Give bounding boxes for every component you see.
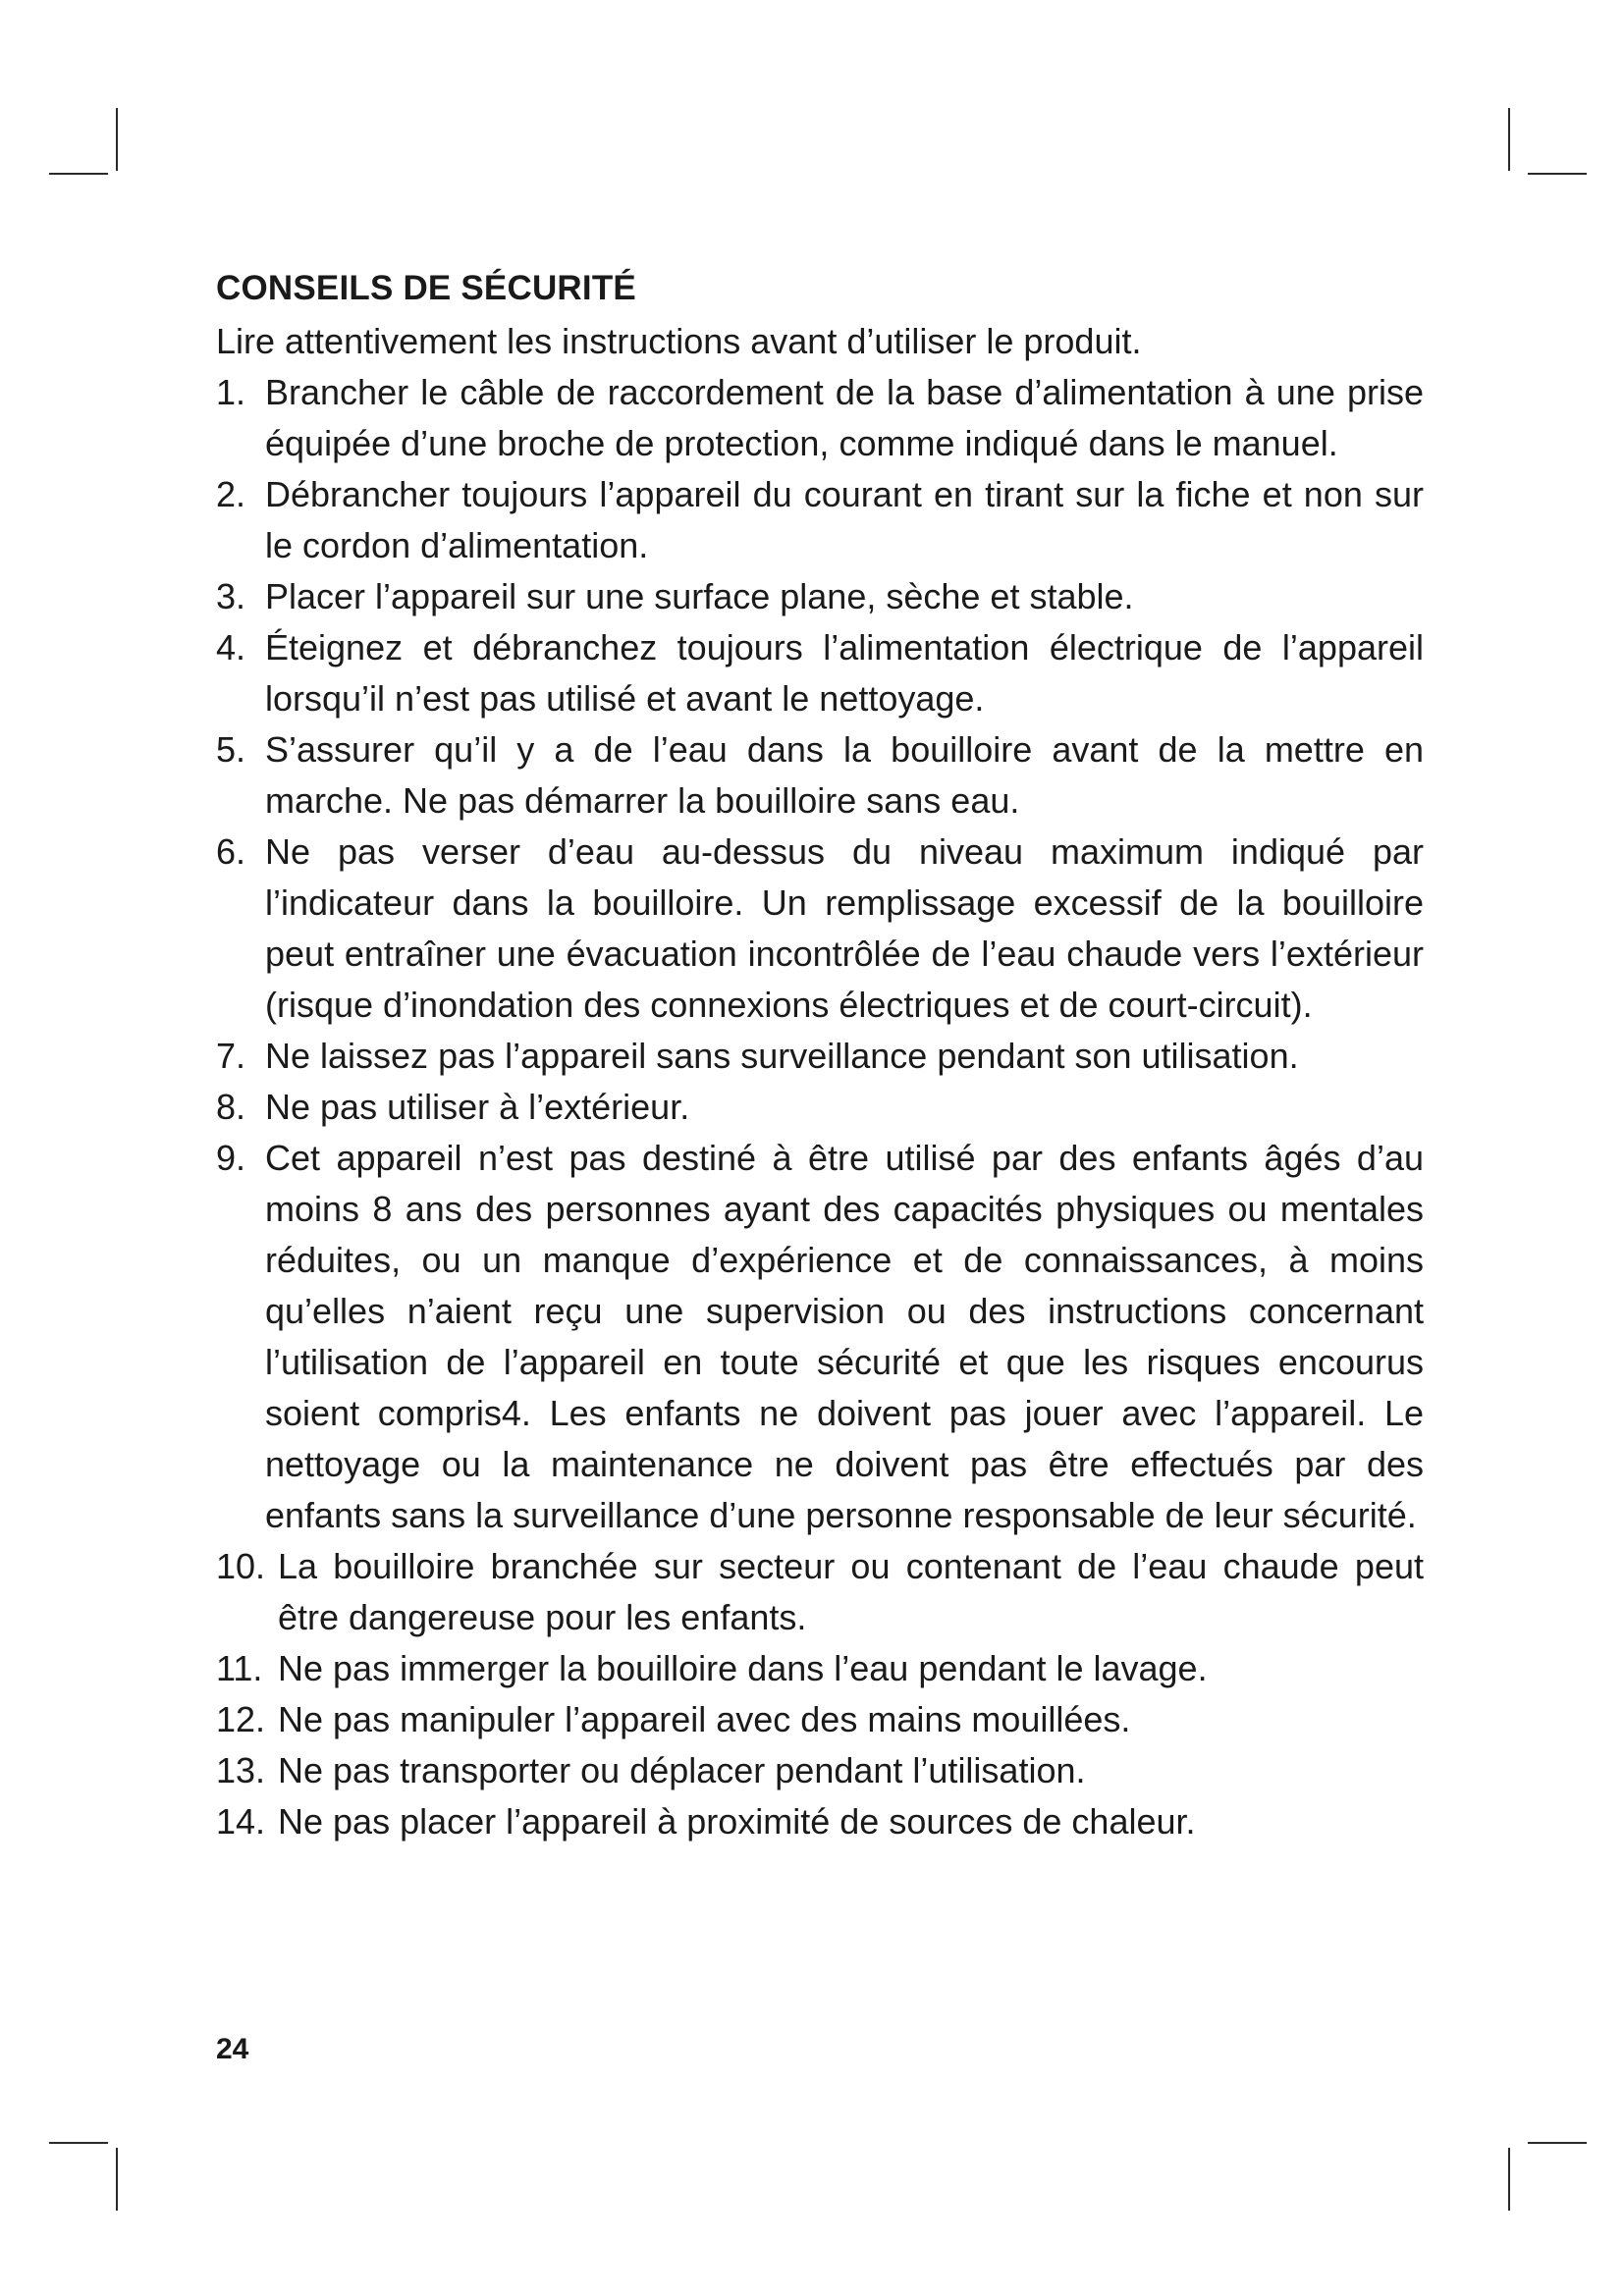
crop-mark-top-right-horizontal: [1528, 173, 1587, 175]
intro-text: Lire attentivement les instructions avant d’utiliser le produit.: [216, 321, 1142, 361]
list-item: [216, 622, 1424, 724]
item-number: 6.: [216, 831, 246, 872]
safety-section: [216, 265, 1424, 1847]
item-text: Brancher le câble de raccordement de la base d’alimentation à une prise équipée d’une broche de protection, comme indiqué dans le manuel.: [265, 372, 1424, 463]
item-number: 9.: [216, 1138, 246, 1178]
crop-mark-bottom-right-vertical: [1508, 2148, 1510, 2211]
crop-mark-top-left-horizontal: [49, 173, 108, 175]
item-text: Placer l’appareil sur une surface plane, sèche et stable.: [265, 576, 1134, 616]
item-number: 5.: [216, 729, 246, 770]
list-item: [216, 1133, 1424, 1541]
list-item: [216, 1031, 1424, 1082]
item-text: Ne pas placer l’appareil à proximité de sources de chaleur.: [278, 1801, 1196, 1842]
list-item: [216, 571, 1424, 622]
item-text: Ne pas immerger la bouilloire dans l’eau pendant le lavage.: [278, 1648, 1208, 1688]
item-number: 11.: [216, 1648, 263, 1688]
item-number: 8.: [216, 1087, 246, 1127]
item-text: S’assurer qu’il y a de l’eau dans la bouilloire avant de la mettre en marche. Ne pas démarrer la bouilloire sans eau.: [265, 729, 1424, 821]
crop-mark-bottom-left-horizontal: [49, 2142, 108, 2144]
item-number: 14.: [216, 1801, 266, 1842]
item-text: Cet appareil n’est pas destiné à être utilisé par des enfants âgés d’au moins 8 ans des personnes ayant des capacités physiques ou mentales réduites, ou un manque d’expérience et de connaissances, à moins qu’elles n’aient reçu une supervision ou des instructions concernant l’utilisation de l’appareil en toute sécurité et que les risques encourus soient compris4. Les enfants ne doivent pas jouer avec l’appareil. Le nettoyage ou la maintenance ne doivent pas être effectués par des enfants sans la surveillance d’une personne responsable de leur sécurité.: [265, 1138, 1424, 1535]
item-text: Ne pas manipuler l’appareil avec des mains mouillées.: [278, 1699, 1131, 1739]
list-item: [216, 1796, 1424, 1847]
item-number: 7.: [216, 1036, 246, 1076]
page-number: 24: [216, 2033, 249, 2065]
list-item: [216, 469, 1424, 571]
item-text: Débrancher toujours l’appareil du courant en tirant sur la fiche et non sur le cordon d’alimentation.: [265, 474, 1424, 565]
item-text: Ne pas utiliser à l’extérieur.: [265, 1087, 690, 1127]
list-item: [216, 367, 1424, 469]
item-text: Ne laissez pas l’appareil sans surveillance pendant son utilisation.: [265, 1036, 1299, 1076]
list-item: [216, 1745, 1424, 1796]
list-item: [216, 1082, 1424, 1133]
item-number: 13.: [216, 1750, 266, 1790]
item-number: 2.: [216, 474, 246, 514]
safety-list: [216, 367, 1424, 1847]
item-number: 1.: [216, 372, 246, 412]
list-item: [216, 1694, 1424, 1745]
crop-mark-top-right-vertical: [1508, 108, 1510, 171]
item-number: 3.: [216, 576, 246, 616]
crop-mark-top-left-vertical: [116, 108, 118, 171]
item-number: 4.: [216, 627, 246, 667]
crop-mark-bottom-right-horizontal: [1528, 2142, 1587, 2144]
item-text: La bouilloire branchée sur secteur ou contenant de l’eau chaude peut être dangereuse pour les enfants.: [278, 1546, 1424, 1637]
crop-mark-bottom-left-vertical: [116, 2148, 118, 2211]
list-item: [216, 724, 1424, 827]
list-item: [216, 1643, 1424, 1694]
item-text: Ne pas verser d’eau au-dessus du niveau maximum indiqué par l’indicateur dans la bouilloire. Un remplissage excessif de la bouilloire peut entraîner une évacuation incontrôlée de l’eau chaude vers l’extérieur (risque d’inondation des connexions électriques et de court-circuit).: [265, 831, 1424, 1025]
section-heading: CONSEILS DE SÉCURITÉ: [216, 269, 636, 307]
item-number: 10.: [216, 1546, 266, 1586]
item-text: Ne pas transporter ou déplacer pendant l’utilisation.: [278, 1750, 1086, 1790]
list-item: [216, 827, 1424, 1031]
item-text: Éteignez et débranchez toujours l’alimentation électrique de l’appareil lorsqu’il n’est pas utilisé et avant le nettoyage.: [265, 627, 1424, 719]
item-number: 12.: [216, 1699, 266, 1739]
list-item: [216, 1541, 1424, 1643]
